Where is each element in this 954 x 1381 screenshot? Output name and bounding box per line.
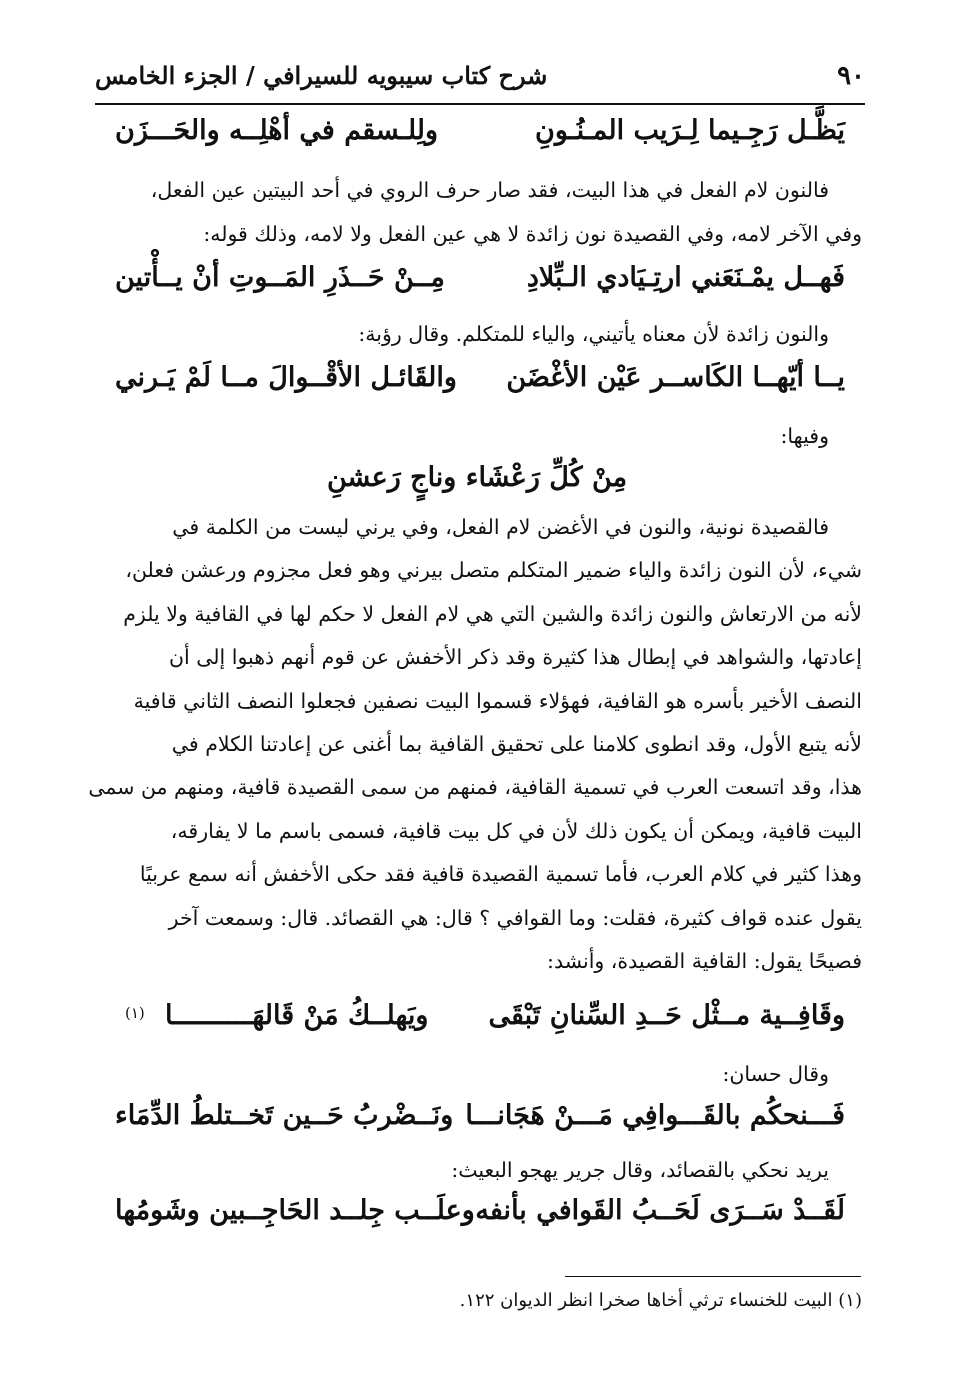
running-title: شرح كتاب سيبويه للسيرافي / الجزء الخامس xyxy=(95,61,548,90)
verse-hemistich-right: وقَافِــية مــثْل حَــدِ السِّنانِ تَبْقَى xyxy=(488,1000,845,1031)
text-line: وقال حسان: xyxy=(722,1062,829,1086)
verse-hemistich-left: مِــنْ حَــذَرِ المَــوتِ أنْ يــأْتين xyxy=(115,262,445,293)
page-header xyxy=(95,55,865,105)
verse-hemistich-right: فَهــل يمْـنَعَني ارتِـيَادي الـبِّلادِ xyxy=(526,262,845,293)
verse-hemistich-left: ونَــضْربُ حَــين تَخــتلطُ الدِّمَاء xyxy=(115,1100,454,1131)
footnote-separator xyxy=(565,1276,861,1277)
text-line: فصيحًا يقول: القافية القصيدة، وأنشد: xyxy=(547,949,862,973)
footnote-marker: (١) xyxy=(125,1004,145,1022)
verse-hemistich-right: يــا أيّهــا الكَاســر عَيْن الأغْضَن xyxy=(506,362,845,393)
verse-hemistich-left: ويَهلــكُ مَنْ قَالهَــــــــــا xyxy=(165,1000,429,1031)
text-line: لأنه يتبع الأول، وقد انطوى كلامنا على تحقيق القافية بما أغنى عن إعادتنا الكلام في xyxy=(171,732,862,756)
verse-4-centered: مِنْ كُلِّ رَعْشَاء وناجٍ رَعشنِ xyxy=(326,462,628,493)
text-line: لأنه من الارتعاش والنون زائدة والشين التي هي لام الفعل لا حكم لها في القافية ولا يلزم xyxy=(123,602,862,626)
verse-hemistich-left: ولِلـسقم في أهْلِــه والحَـــزَن xyxy=(115,115,439,146)
text-line: وفيها: xyxy=(780,424,829,448)
text-line: والنون زائدة لأن معناه يأتيني، والياء للمتكلم. وقال رؤبة: xyxy=(358,322,829,346)
verse-hemistich-right: فَـــنحكُم بالقَـــوافِي مَـــنْ هَجَانـــا xyxy=(465,1100,845,1131)
verse-2 xyxy=(115,262,845,304)
text-line: البيت قافية، ويمكن أن يكون ذلك لأن في كل بيت قافية، فسمى باسم ما لا يفارقه، xyxy=(170,819,862,843)
text-line: وفي الآخر لامه، وفي القصيدة نون زائدة لا هي عين الفعل ولا لامه، وذلك قوله: xyxy=(203,222,862,246)
verse-6 xyxy=(115,1100,845,1142)
verse-hemistich-left: وعلَــب جِلــد الحَاجِــبين وشَومُها xyxy=(115,1195,475,1226)
page-number: ٩٠ xyxy=(837,61,865,91)
verse-hemistich-right: يَظَّـل رَجِـيما لِـرَيب المـنُـونِ xyxy=(535,115,845,146)
footnote: (١) البيت للخنساء ترثي أخاها صخرا انظر الديوان ١٢٢. xyxy=(459,1290,862,1311)
verse-7 xyxy=(115,1195,845,1237)
verse-hemistich-left: والقَائـل الأقْــوالَ مــا لَمْ يَـرني xyxy=(115,362,457,393)
text-line: فالقصيدة نونية، والنون في الأغضن لام الفعل، وفي يرني ليست من الكلمة في xyxy=(172,515,829,539)
text-line: هذا، وقد اتسعت العرب في تسمية القافية، فمنهم من سمى القصيدة قافية، ومنهم من سمى xyxy=(88,775,862,799)
verse-1 xyxy=(115,115,845,157)
text-line: يقول عنده قواف كثيرة، فقلت: وما القوافي ؟ قال: هي القصائد. قال: وسمعت آخر xyxy=(168,906,862,930)
text-line: إعادتها، والشواهد في إبطال هذا كثيرة وقد ذكر الأخفش عن قوم أنهم ذهبوا إلى أن xyxy=(168,645,862,669)
text-line: شيء، لأن النون زائدة والياء ضمير المتكلم متصل بيرني وهو فعل مجزوم ورعشن فعلن، xyxy=(125,558,862,582)
text-line: النصف الأخير بأسره هو القافية، فهؤلاء قسموا البيت نصفين فجعلوا النصف الثاني قافية xyxy=(133,689,862,713)
verse-5 xyxy=(115,1000,845,1042)
verse-hemistich-right: لَقَــدْ سَــرَى لَحَــبُ القَوافي بأنفه xyxy=(475,1195,845,1226)
verse-3 xyxy=(115,362,845,404)
text-line: فالنون لام الفعل في هذا البيت، فقد صار حرف الروي في أحد البيتين عين الفعل، xyxy=(150,178,829,202)
text-line: وهذا كثير في كلام العرب، فأما تسمية القصيدة قافية فقد حكى الأخفش أنه سمع عربيًا xyxy=(139,862,862,886)
text-line: يريد نحكي بالقصائد، وقال جرير يهجو البعيث: xyxy=(451,1158,829,1182)
